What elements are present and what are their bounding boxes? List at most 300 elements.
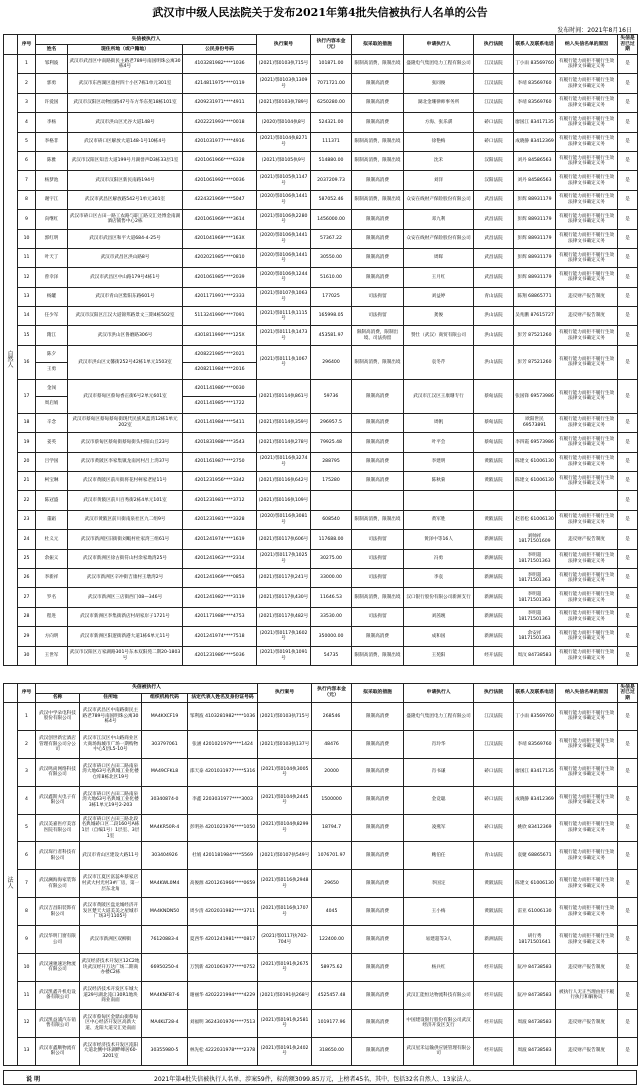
cell-contact: 赵者松 61006130: [514, 510, 556, 529]
cell-name: 柯宝琳: [36, 472, 68, 491]
cell-court: 洪山法院: [474, 326, 514, 345]
cell-reason: 有履行能力而拒不履行生效法律文书确定义务: [556, 646, 618, 665]
cell-amount: 51610.00: [311, 268, 352, 287]
cell-code: MA4KLT28-4: [142, 1009, 188, 1037]
cell-contact: 李明超 18171501363: [514, 549, 556, 568]
cell-reason: 有履行能力而拒不履行生效法律文书确定义务: [556, 248, 618, 267]
cell-expired: 是: [618, 151, 638, 170]
cell-id: 4201231981****3328: [183, 510, 257, 529]
cell-id-group: [183, 379, 257, 413]
cell-seq: 17: [18, 379, 36, 413]
cell-amount: 122400.00: [312, 926, 352, 954]
table-row: [4, 326, 638, 345]
table-row: [4, 472, 638, 491]
cell-name: 武汉市鑫顺物流有限公司: [36, 1037, 80, 1065]
cell-reason: 有履行能力而拒不履行生效法律文书确定义务: [556, 472, 618, 491]
cell-reason: 有履行能力而拒不履行生效法律文书确定义务: [556, 190, 618, 209]
table-row: [4, 93, 638, 112]
table-row: [4, 229, 638, 248]
cell-contact: 李明超 18171501363: [514, 588, 556, 607]
cell-amount: 296957.5: [311, 413, 352, 432]
cell-court: 江汉法院: [474, 93, 514, 112]
cell-id: 4208221985****2021: [183, 348, 256, 363]
cell-id: 4201241982****3119: [183, 588, 257, 607]
cell-legal: 邹利波 4103281982****1036: [188, 703, 258, 731]
footer-text: 2021年第4批失信被执行人名单，涉案59件，标的额3099.85万元，上榜者45名，其中，包括32名自然人、13家法人。: [154, 1076, 475, 1083]
cell-reason: 有履行能力而拒不履行生效法律文书确定义务: [556, 627, 618, 646]
table-header-row: [4, 35, 638, 45]
cell-applicant: 李袁: [404, 568, 474, 587]
cell-case: (2021)鄂0191执1091号: [257, 646, 311, 665]
cell-address: 武汉市硚口区古田二路南泉湾大地63号名典城工业化楼3栋1单元19号2-203: [80, 786, 142, 814]
cell-measures: 限制高消费: [352, 171, 404, 190]
cell-measures: 限制高消费: [352, 1009, 404, 1037]
cell-expired: 是: [618, 627, 638, 646]
cell-case: (2020)鄂0104执8号: [257, 113, 311, 132]
cell-measures: 限制高消费: [352, 268, 404, 287]
cell-legal: 周少清 4202031982****3711: [188, 898, 258, 926]
cell-contact: 彭辉 88931179: [514, 210, 556, 229]
cell-address: 武汉市黄陂区前川街将花村柯家老屋11号: [68, 472, 183, 491]
cell-court: 黄陂法院: [474, 898, 514, 926]
cell-amount: 29650: [312, 870, 352, 898]
cell-amount: 7071721.00: [311, 74, 352, 93]
table-row: [4, 287, 638, 306]
cell-seq: 10: [18, 954, 36, 982]
table-row: [4, 1037, 638, 1065]
cell-case: (2021)鄂0104执3005号: [258, 758, 312, 786]
cell-amount: 1076701.97: [312, 842, 352, 870]
cell-expired: 是: [618, 93, 638, 112]
cell-seq: 25: [18, 549, 36, 568]
header-case: 执行案号: [258, 684, 312, 703]
cell-name: 武汉鸣尚网络科技有限公司: [36, 758, 80, 786]
header-measures: 拟采取的措施: [352, 35, 404, 55]
cell-address: 武汉市东西湖区童村四十小区7栋1单元301室: [68, 74, 183, 93]
cell-expired: 是: [618, 870, 638, 898]
cell-court: 江汉法院: [474, 703, 514, 731]
cell-case: (2021)鄂0114执359号: [257, 413, 311, 432]
cell-name: 余振义: [36, 549, 68, 568]
cell-contact: 陈建文 61006130: [514, 870, 556, 898]
table-row: [4, 113, 638, 132]
cell-measures: 限制高消费: [352, 229, 404, 248]
cell-measures: 限制高消费，限制出境: [352, 151, 404, 170]
cell-seq: 8: [18, 898, 36, 926]
cell-id: 4201231981****3712: [183, 491, 257, 510]
cell-name: 李格非: [36, 132, 68, 151]
cell-court: 洪山法院: [474, 307, 514, 326]
cell-address: 武汉市汉阳区动物园路47号车方华东苑18栋101室: [68, 93, 183, 112]
cell-case: (2021)鄂0103执715号: [258, 703, 312, 731]
cell-seq: 2: [18, 730, 36, 758]
cell-reason: 有履行能力而拒不履行生效法律文书确定义务: [556, 870, 618, 898]
cell-address: 武汉市江汉区中山路商业区大商场海城市广场一期购物中心5层L5-10号: [80, 730, 142, 758]
cell-reason: 有履行能力而拒不履行生效法律文书确定义务: [556, 703, 618, 731]
cell-court: 黄陂法院: [474, 870, 514, 898]
table-row: [4, 870, 638, 898]
cell-expired: 是: [618, 326, 638, 345]
cell-address: 武汉经济技术开发区车城大道29号湖北沌口30R1地块商业南面: [80, 981, 142, 1009]
cell-address: 武汉市硚口区古田一路工农路与职工路交汇处博金南湖酒店铺售中心2栋: [68, 210, 183, 229]
cell-id: 4201171988****4753: [183, 607, 257, 626]
cell-contact: 姚欣 83412369: [514, 814, 556, 842]
cell-measures: 限制高消费，限制出境、司法拘留: [352, 326, 404, 345]
table-row: [4, 703, 638, 731]
cell-court: 经开法院: [474, 1009, 514, 1037]
header-court: 执行法院: [474, 35, 514, 55]
cell-contact: 丁小雨 83569760: [514, 55, 556, 74]
cell-court: 经开法院: [474, 954, 514, 982]
cell-reason: 违反财产报告制度: [556, 954, 618, 982]
cell-reason: 有履行能力而拒不履行生效法律文书确定义务: [556, 74, 618, 93]
cell-seq: 4: [18, 113, 36, 132]
table-row: [4, 55, 638, 74]
header-applicant: 申请执行人: [404, 35, 474, 55]
cell-expired: 是: [618, 113, 638, 132]
cell-applicant: 武汉汇能恒达物流科技有限公司: [404, 981, 474, 1009]
cell-amount: 101871.00: [311, 55, 352, 74]
cell-code: 76120883-4: [142, 926, 188, 954]
cell-expired: 是: [618, 268, 638, 287]
table-row: [4, 210, 638, 229]
cell-case: (2021)鄂0104执2445号: [258, 786, 312, 814]
cell-case: (2021)鄂0117执1025号: [257, 549, 311, 568]
cell-applicant: 刘茜琬: [404, 607, 474, 626]
cell-amount: 79925.48: [311, 433, 352, 452]
cell-amount: 2037209.73: [311, 171, 352, 190]
cell-amount: 18794.7: [312, 814, 352, 842]
cell-name: 辛念: [36, 413, 68, 432]
cell-reason: 有履行能力而拒不履行生效法律文书确定义务: [556, 268, 618, 287]
table-row: [4, 74, 638, 93]
cell-seq: 19: [18, 433, 36, 452]
cell-applicant: 王苑阳: [404, 646, 474, 665]
cell-address: 武汉市新洲区双柳街: [80, 926, 142, 954]
cell-seq: 26: [18, 568, 36, 587]
table-row: [4, 607, 638, 626]
publish-date: 发布时间：2021年8月16日: [557, 27, 632, 34]
cell-address: 武汉市青山区建设大路11号: [80, 842, 142, 870]
cell-id: 4301811990****125X: [183, 326, 257, 345]
cell-name-group: [36, 379, 68, 413]
cell-measures: 限制高消费: [352, 870, 404, 898]
cell-applicant: 杨兵红: [404, 954, 474, 982]
cell-case: (2021)鄂0103执715号: [257, 55, 311, 74]
cell-applicant: 徐艳梅: [404, 132, 474, 151]
cell-contact: 彭辉 88931179: [514, 190, 556, 209]
table-row: [4, 954, 638, 982]
cell-contact: 李靖 83569760: [514, 730, 556, 758]
cell-case: (2021)鄂0191执2402号: [258, 1037, 312, 1065]
cell-name: 郭勇: [36, 74, 68, 93]
cell-id: 4201241963****2314: [183, 549, 257, 568]
cell-id: 4214811975****0119: [183, 74, 257, 93]
cell-address: 武汉市新洲区辛冲街吉康村王墩湾2号: [68, 568, 183, 587]
cell-code: MA4KNFB7-6: [142, 981, 188, 1009]
cell-measures: 限制高消费: [352, 379, 404, 413]
cell-contact: 周波 84738583: [514, 1009, 556, 1037]
cell-measures: 限制高消费: [352, 703, 404, 731]
cell-name: 曾幸泽: [36, 268, 68, 287]
cell-case: (2021)鄂0117执1602号: [257, 627, 311, 646]
header-amount: 执行内容本金（元）: [312, 684, 352, 703]
cell-name: 程进: [36, 607, 68, 626]
table-row: [4, 898, 638, 926]
cell-amount: 268546: [312, 703, 352, 731]
cell-address: 武汉市武昌区和平大道684-4-25号: [68, 229, 183, 248]
cell-amount: [311, 491, 352, 510]
cell-reason: 违反财产报告制度: [556, 530, 618, 549]
table-row: [4, 151, 638, 170]
cell-id: 4201041969****163X: [183, 229, 257, 248]
cell-address: 武汉市黄陂区李家集镇龙南河村吕上湾37号: [68, 452, 183, 471]
table-row: [4, 379, 638, 413]
cell-reason: 有履行能力而拒不履行生效法律文书确定义务: [556, 326, 618, 345]
cell-applicant: 邓九利: [404, 210, 474, 229]
cell-amount: 1019177.96: [312, 1009, 352, 1037]
cell-measures: 限制高消费: [352, 627, 404, 646]
cell-seq: 11: [18, 248, 36, 267]
cell-amount: 33530.00: [311, 607, 352, 626]
cell-name: 邹利波: [36, 55, 68, 74]
cell-applicant: 叶平会: [404, 433, 474, 452]
cell-address: 武汉市硚口区解放大道148-1号10栋4号: [68, 132, 183, 151]
header-seq: 序号: [18, 35, 36, 55]
cell-contact: 袁婕 68865671: [514, 842, 556, 870]
cell-case: (2021)鄂0191执268号: [258, 981, 312, 1009]
cell-applicant: 凌燕军: [404, 814, 474, 842]
cell-id: 4224321969****5047: [183, 190, 257, 209]
table-row: [4, 926, 638, 954]
cell-address: 武汉市洪山区鲁磨路306号: [68, 326, 183, 345]
cell-expired: 是: [618, 646, 638, 665]
cell-applicant: 冯勇: [404, 549, 474, 568]
cell-id-group: [183, 345, 257, 379]
cell-case: (2021)鄂0116执642号: [257, 472, 311, 491]
cell-amount: 587052.46: [311, 190, 352, 209]
header-executee: 失信被执行人: [36, 684, 258, 694]
cell-address: 武汉市蔡甸区蔡甸香正街6号2单元601室: [68, 379, 183, 413]
cell-court: 硚口法院: [474, 786, 514, 814]
cell-name: 武汉凯鑫升机电设备有限公司: [36, 981, 80, 1009]
header-executee: 失信被执行人: [36, 35, 257, 45]
cell-expired: 是: [618, 510, 638, 529]
cell-applicant: 方海、张乐骐: [404, 113, 474, 132]
cell-expired: 是: [618, 248, 638, 267]
cell-contact: 彭芳 87521260: [514, 345, 556, 379]
cell-reason: 有履行能力而拒不履行生效法律文书确定义务: [556, 171, 618, 190]
cell-measures: 限制高消费: [352, 981, 404, 1009]
header-measures: 拟采取的措施: [352, 684, 404, 703]
cell-measures: 司法拘留: [352, 307, 404, 326]
cell-address: 武汉经济技术开发区12C2地块武汉经开万达广场二期商办楼C2栋: [80, 954, 142, 982]
cell-reason: 有履行能力而拒不履行生效法律文书确定义务: [556, 549, 618, 568]
cell-court: 硚口法院: [474, 113, 514, 132]
cell-case: (2021)鄂0104执8271号: [257, 132, 311, 151]
cell-court: 经开法院: [474, 981, 514, 1009]
cell-measures: 限制高消费: [352, 113, 404, 132]
cell-applicant: 众安在线财产保险股份有限公司: [404, 190, 474, 209]
cell-amount: 524321.00: [311, 113, 352, 132]
cell-applicant: 张同俊: [404, 74, 474, 93]
cell-address: 武汉市蔡甸区蔡甸蔡甸街现代民族风蓝湾12栋1单元202室: [68, 413, 183, 432]
cell-expired: 是: [618, 74, 638, 93]
cell-contact: 成晓静 83412369: [514, 786, 556, 814]
cell-name: 杨罐: [36, 287, 68, 306]
cell-address: 武汉市蔡甸区蔡甸街蔡甸街头村阳山丘23号: [68, 433, 183, 452]
cell-applicant: 刘益婷: [404, 287, 474, 306]
table-row: [4, 268, 638, 287]
cell-measures: [352, 491, 404, 510]
cell-seq: 3: [18, 93, 36, 112]
cell-amount: 608540: [311, 510, 352, 529]
cell-case: (2020)鄂0106执1244号: [257, 268, 311, 287]
cell-contact: 刘丹 84586563: [514, 151, 556, 170]
header-id: 公民身份号码: [183, 45, 257, 55]
cell-code: MA4KR50R-4: [142, 814, 188, 842]
cell-code: 30340874-0: [142, 786, 188, 814]
cell-expired: 是: [618, 452, 638, 471]
cell-measures: 限制高消费: [352, 786, 404, 814]
cell-amount: 59736: [311, 379, 352, 413]
table-row: [4, 413, 638, 432]
header-code: 组织机构代码: [142, 693, 188, 703]
cell-contact: 欧阳世民 69573891: [514, 413, 556, 432]
cell-case: (2021)鄂0117执606号: [257, 530, 311, 549]
cell-name: 武汉凯益浦汽车销售有限公司: [36, 1009, 80, 1037]
cell-seq: 14: [18, 307, 36, 326]
header-court: 执行法院: [474, 684, 514, 703]
cell-name: 陈雅: [36, 151, 68, 170]
cell-contact: 陈翔 68865771: [514, 287, 556, 306]
cell-expired: 是: [618, 210, 638, 229]
cell-name: 方向明: [36, 627, 68, 646]
cell-legal: 张涵 4201021979****1424: [188, 730, 258, 758]
cell-id: 4201061969****3614: [183, 210, 257, 229]
cell-contact: 胡行秀 18171501641: [514, 926, 556, 954]
cell-measures: 限制高消费: [352, 472, 404, 491]
header-seq: 序号: [18, 684, 36, 703]
cell-code: 303404926: [142, 842, 188, 870]
cell-amount: 57367.22: [311, 229, 352, 248]
cell-address: 武汉市青山区紫阳东路601号: [68, 287, 183, 306]
cell-court: 汉阳法院: [474, 151, 514, 170]
cell-expired: 是: [618, 171, 638, 190]
header-applicant: 申请执行人: [404, 684, 474, 703]
cell-court: 经开法院: [474, 646, 514, 665]
cell-name: 李杨: [36, 113, 68, 132]
cell-reason: 有履行能力而拒不履行生效法律文书确定义务: [556, 510, 618, 529]
cell-case: (2021)鄂0111执1115号: [257, 307, 311, 326]
cell-measures: 限制高消费: [352, 814, 404, 842]
cell-id: 4201171991****2333: [183, 287, 257, 306]
cell-measures: 限制高消费: [352, 1037, 404, 1065]
cell-name: 武汉中学朵电科技股份有限公司: [36, 703, 80, 731]
cell-amount: 318650.00: [312, 1037, 352, 1065]
cell-address: 武汉市黄陂区盘龙城经济开发区楚天大道美美之屋城市广场3号1105号: [80, 898, 142, 926]
footer-note: [3, 1070, 637, 1085]
table-row: [4, 646, 638, 665]
cell-measures: 限制高消费: [352, 413, 404, 432]
cell-name: 向继红: [36, 210, 68, 229]
cell-seq: 6: [18, 151, 36, 170]
cell-seq: 13: [18, 1037, 36, 1065]
cell-reason: [556, 491, 618, 510]
cell-court: 江汉法院: [474, 730, 514, 758]
cell-case: (2021)鄂0107执549号: [258, 842, 312, 870]
cell-amount: 33000.00: [311, 568, 352, 587]
cell-case: (2021)鄂0103执137号: [258, 730, 312, 758]
cell-address: 武汉市黄陂区前川百秀街2栋4单元101室: [68, 491, 183, 510]
cell-amount: 165998.05: [311, 307, 352, 326]
header-reason: 纳入失信名单的原因: [556, 684, 618, 703]
cell-legal: 高俊源 4201261966****0659: [188, 870, 258, 898]
cell-name: 董蹈: [36, 510, 68, 529]
cell-seq: 30: [18, 646, 36, 665]
cell-expired: 是: [618, 1037, 638, 1065]
cell-legal: 杜娟 4201181984****5569: [188, 842, 258, 870]
cell-seq: 5: [18, 132, 36, 151]
cell-expired: 是: [618, 607, 638, 626]
cell-expired: 是: [618, 287, 638, 306]
cell-measures: 司法拘留: [352, 530, 404, 549]
cell-reason: 违反财产报告制度: [556, 1009, 618, 1037]
cell-contact: 廖国江 83417135: [514, 113, 556, 132]
cell-court: 新洲法院: [474, 568, 514, 587]
cell-court: 新洲法院: [474, 607, 514, 626]
cell-amount: 20000: [312, 758, 352, 786]
cell-id: 4103281982****1036: [183, 55, 257, 74]
cell-case: (2021)鄂0116执2948号: [258, 870, 312, 898]
cell-case: (2021)鄂0117执430号: [257, 588, 311, 607]
cell-address: 武汉市武昌区洪山路8号: [68, 248, 183, 267]
cell-id: 5113241990****7091: [183, 307, 257, 326]
cell-seq: 10: [18, 229, 36, 248]
cell-seq: 3: [18, 758, 36, 786]
cell-amount: 6250280.00: [311, 93, 352, 112]
cell-applicant: 周帆: [404, 413, 474, 432]
cell-address: 武汉市新洲区旧街街刘畈村杜家湾三组61号: [68, 530, 183, 549]
cell-applicant: 湖北金珊律师事务所: [404, 93, 474, 112]
cell-case: (2021)鄂0117执702-704号: [258, 926, 312, 954]
cell-name: 任少军: [36, 307, 68, 326]
cell-seq: 13: [18, 287, 36, 306]
cell-applicant: 武汉市江汉区王康珊专行: [404, 379, 474, 413]
cell-applicant: 陈秋菊: [404, 472, 474, 491]
cell-measures: 限制高消费: [352, 926, 404, 954]
cell-reason: 被执行人无正当理由拒不履行执行和解协议: [556, 981, 618, 1009]
cell-address: 武汉市武昌区中南路街民主路老789号南国明珠公寓30栋4号: [68, 55, 183, 74]
cell-measures: 限制高消费，限制出境: [352, 55, 404, 74]
header-contact: 联系人及联系电话: [514, 35, 556, 55]
cell-reason: 有履行能力而拒不履行生效法律文书确定义务: [556, 588, 618, 607]
category-label: 自然人: [4, 55, 18, 666]
cell-measures: 限制高消费: [352, 433, 404, 452]
cell-court: 江汉法院: [474, 74, 514, 93]
cell-name: 武汉鑫斯夫电子有限公司: [36, 786, 80, 814]
cell-address: 武汉市新洲区三店街西门08—346号: [68, 588, 183, 607]
cell-amount: 350000.00: [311, 627, 352, 646]
cell-applicant: 龚俊: [404, 307, 474, 326]
cell-address: 武汉市汉阳区江汉大道锦邦路景文三期4栋502室: [68, 307, 183, 326]
cell-address: 武汉市新洲区阳逻街新港大道1栋6单元11号: [68, 627, 183, 646]
cell-name: 武汉琛行者科技有限公司: [36, 842, 80, 870]
cell-id: 4201231956****3342: [183, 472, 257, 491]
cell-contact: 成晓静 83412369: [514, 132, 556, 151]
cell-expired: 是: [618, 842, 638, 870]
cell-seq: 8: [18, 190, 36, 209]
